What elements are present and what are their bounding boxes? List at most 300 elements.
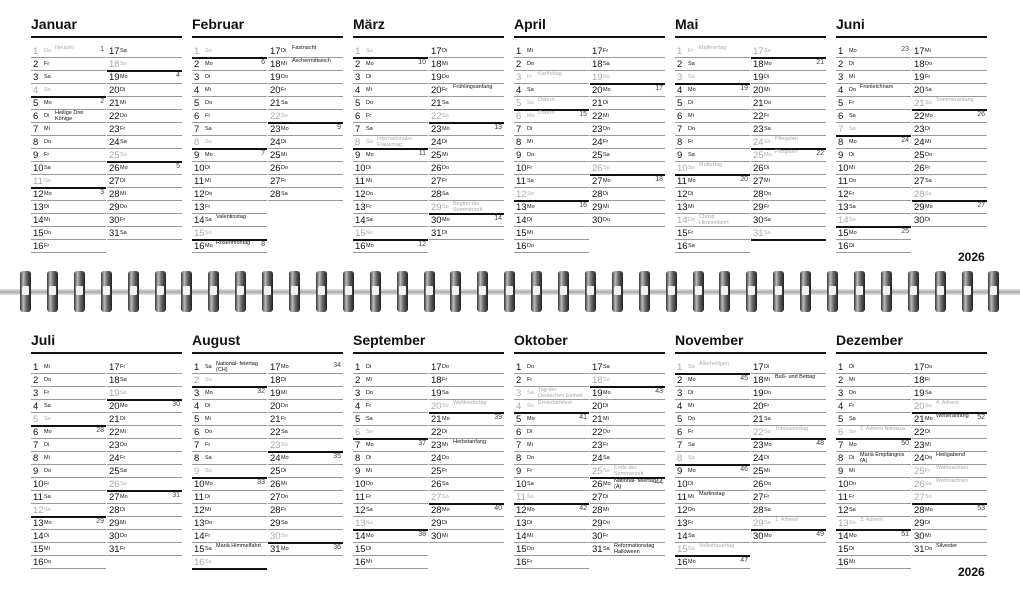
day-row[interactable]	[751, 149, 826, 162]
day-row[interactable]	[675, 149, 750, 162]
day-row[interactable]	[107, 530, 182, 543]
day-row[interactable]	[31, 227, 106, 240]
day-row[interactable]	[268, 530, 343, 543]
day-row[interactable]	[429, 58, 504, 71]
day-row[interactable]	[514, 97, 589, 110]
day-row[interactable]	[353, 465, 428, 478]
day-row[interactable]	[192, 426, 267, 439]
day-row[interactable]	[429, 136, 504, 149]
day-row[interactable]	[268, 136, 343, 149]
day-row[interactable]	[429, 530, 504, 543]
day-row[interactable]	[590, 543, 665, 556]
day-row[interactable]	[107, 71, 182, 84]
day-row[interactable]	[590, 45, 665, 58]
day-row[interactable]	[353, 478, 428, 491]
day-row[interactable]	[514, 478, 589, 491]
day-row[interactable]	[514, 543, 589, 556]
day-row[interactable]	[192, 188, 267, 201]
day-row[interactable]	[429, 374, 504, 387]
day-row[interactable]	[912, 149, 987, 162]
day-row[interactable]	[675, 465, 750, 478]
day-row[interactable]	[590, 465, 665, 478]
day-row[interactable]	[353, 123, 428, 136]
day-row[interactable]	[31, 240, 106, 253]
day-row[interactable]	[514, 426, 589, 439]
day-row[interactable]	[192, 227, 267, 240]
day-row[interactable]	[836, 361, 911, 374]
day-row[interactable]	[590, 58, 665, 71]
day-row[interactable]	[751, 374, 826, 387]
day-row[interactable]	[353, 556, 428, 569]
day-row[interactable]	[514, 387, 589, 400]
day-row[interactable]	[912, 188, 987, 201]
day-row[interactable]	[353, 504, 428, 517]
day-row[interactable]	[675, 556, 750, 569]
day-row[interactable]	[268, 491, 343, 504]
day-row[interactable]	[353, 426, 428, 439]
day-row[interactable]	[751, 175, 826, 188]
day-row[interactable]	[836, 426, 911, 439]
day-row[interactable]	[590, 361, 665, 374]
day-row[interactable]	[675, 214, 750, 227]
day-row[interactable]	[751, 413, 826, 426]
day-row[interactable]	[514, 413, 589, 426]
day-row[interactable]	[268, 188, 343, 201]
day-row[interactable]	[514, 240, 589, 253]
day-row[interactable]	[590, 162, 665, 175]
day-row[interactable]	[912, 465, 987, 478]
day-row[interactable]	[268, 58, 343, 71]
day-row[interactable]	[268, 413, 343, 426]
day-row[interactable]	[107, 149, 182, 162]
day-row[interactable]	[31, 413, 106, 426]
day-row[interactable]	[912, 84, 987, 97]
day-row[interactable]	[429, 400, 504, 413]
day-row[interactable]	[675, 71, 750, 84]
day-row[interactable]	[675, 162, 750, 175]
day-row[interactable]	[353, 413, 428, 426]
day-row[interactable]	[675, 227, 750, 240]
day-row[interactable]	[675, 188, 750, 201]
day-row[interactable]	[912, 58, 987, 71]
day-row[interactable]	[675, 97, 750, 110]
day-row[interactable]	[268, 504, 343, 517]
day-row[interactable]	[31, 123, 106, 136]
day-row[interactable]	[192, 175, 267, 188]
day-row[interactable]	[675, 452, 750, 465]
day-row[interactable]	[107, 400, 182, 413]
day-row[interactable]	[107, 439, 182, 452]
day-row[interactable]	[353, 214, 428, 227]
day-row[interactable]	[675, 400, 750, 413]
day-row[interactable]	[514, 149, 589, 162]
day-row[interactable]	[514, 162, 589, 175]
day-row[interactable]	[353, 374, 428, 387]
day-row[interactable]	[912, 136, 987, 149]
day-row[interactable]	[675, 426, 750, 439]
day-row[interactable]	[836, 543, 911, 556]
day-row[interactable]	[353, 71, 428, 84]
day-row[interactable]	[192, 45, 267, 58]
day-row[interactable]	[912, 162, 987, 175]
day-row[interactable]	[192, 400, 267, 413]
day-row[interactable]	[514, 214, 589, 227]
day-row[interactable]	[31, 58, 106, 71]
day-row[interactable]	[429, 426, 504, 439]
day-row[interactable]	[192, 439, 267, 452]
day-row[interactable]	[590, 71, 665, 84]
day-row[interactable]	[31, 426, 106, 439]
day-row[interactable]	[429, 110, 504, 123]
day-row[interactable]	[836, 162, 911, 175]
day-row[interactable]	[751, 84, 826, 97]
day-row[interactable]	[590, 439, 665, 452]
day-row[interactable]	[675, 136, 750, 149]
day-row[interactable]	[192, 452, 267, 465]
day-row[interactable]	[353, 400, 428, 413]
day-row[interactable]	[192, 387, 267, 400]
day-row[interactable]	[514, 71, 589, 84]
day-row[interactable]	[268, 465, 343, 478]
day-row[interactable]	[429, 227, 504, 240]
day-row[interactable]	[192, 71, 267, 84]
day-row[interactable]	[590, 530, 665, 543]
day-row[interactable]	[514, 491, 589, 504]
day-row[interactable]	[268, 478, 343, 491]
day-row[interactable]	[31, 188, 106, 201]
day-row[interactable]	[31, 149, 106, 162]
day-row[interactable]	[836, 188, 911, 201]
day-row[interactable]	[353, 201, 428, 214]
day-row[interactable]	[836, 175, 911, 188]
day-row[interactable]	[912, 175, 987, 188]
day-row[interactable]	[751, 504, 826, 517]
day-row[interactable]	[268, 426, 343, 439]
day-row[interactable]	[590, 426, 665, 439]
day-row[interactable]	[192, 162, 267, 175]
day-row[interactable]	[107, 110, 182, 123]
day-row[interactable]	[192, 149, 267, 162]
day-row[interactable]	[751, 136, 826, 149]
day-row[interactable]	[514, 110, 589, 123]
day-row[interactable]	[268, 84, 343, 97]
day-row[interactable]	[836, 374, 911, 387]
day-row[interactable]	[675, 110, 750, 123]
day-row[interactable]	[107, 426, 182, 439]
day-row[interactable]	[429, 491, 504, 504]
day-row[interactable]	[268, 71, 343, 84]
day-row[interactable]	[31, 504, 106, 517]
day-row[interactable]	[751, 387, 826, 400]
day-row[interactable]	[590, 201, 665, 214]
day-row[interactable]	[751, 439, 826, 452]
day-row[interactable]	[751, 361, 826, 374]
day-row[interactable]	[675, 517, 750, 530]
day-row[interactable]	[751, 530, 826, 543]
day-row[interactable]	[353, 543, 428, 556]
day-row[interactable]	[912, 543, 987, 556]
day-row[interactable]	[353, 188, 428, 201]
day-row[interactable]	[268, 517, 343, 530]
day-row[interactable]	[192, 374, 267, 387]
day-row[interactable]	[675, 45, 750, 58]
day-row[interactable]	[429, 201, 504, 214]
day-row[interactable]	[590, 123, 665, 136]
day-row[interactable]	[107, 413, 182, 426]
day-row[interactable]	[836, 556, 911, 569]
day-row[interactable]	[590, 387, 665, 400]
day-row[interactable]	[353, 175, 428, 188]
day-row[interactable]	[675, 491, 750, 504]
day-row[interactable]	[590, 188, 665, 201]
day-row[interactable]	[912, 452, 987, 465]
day-row[interactable]	[912, 374, 987, 387]
day-row[interactable]	[912, 426, 987, 439]
day-row[interactable]	[590, 517, 665, 530]
day-row[interactable]	[31, 71, 106, 84]
day-row[interactable]	[429, 478, 504, 491]
day-row[interactable]	[107, 517, 182, 530]
day-row[interactable]	[353, 361, 428, 374]
day-row[interactable]	[675, 175, 750, 188]
day-row[interactable]	[353, 149, 428, 162]
day-row[interactable]	[268, 149, 343, 162]
day-row[interactable]	[675, 478, 750, 491]
day-row[interactable]	[192, 478, 267, 491]
day-row[interactable]	[107, 188, 182, 201]
day-row[interactable]	[836, 478, 911, 491]
day-row[interactable]	[353, 517, 428, 530]
day-row[interactable]	[268, 110, 343, 123]
day-row[interactable]	[590, 413, 665, 426]
day-row[interactable]	[107, 504, 182, 517]
day-row[interactable]	[912, 361, 987, 374]
day-row[interactable]	[514, 58, 589, 71]
day-row[interactable]	[836, 465, 911, 478]
day-row[interactable]	[107, 491, 182, 504]
day-row[interactable]	[31, 400, 106, 413]
day-row[interactable]	[590, 175, 665, 188]
day-row[interactable]	[268, 400, 343, 413]
day-row[interactable]	[836, 504, 911, 517]
day-row[interactable]	[836, 149, 911, 162]
day-row[interactable]	[31, 97, 106, 110]
day-row[interactable]	[429, 452, 504, 465]
day-row[interactable]	[268, 452, 343, 465]
day-row[interactable]	[353, 97, 428, 110]
day-row[interactable]	[836, 517, 911, 530]
day-row[interactable]	[107, 162, 182, 175]
day-row[interactable]	[192, 361, 267, 374]
day-row[interactable]	[514, 504, 589, 517]
day-row[interactable]	[912, 530, 987, 543]
day-row[interactable]	[353, 452, 428, 465]
day-row[interactable]	[751, 45, 826, 58]
day-row[interactable]	[751, 465, 826, 478]
day-row[interactable]	[353, 136, 428, 149]
day-row[interactable]	[31, 374, 106, 387]
day-row[interactable]	[107, 97, 182, 110]
day-row[interactable]	[514, 465, 589, 478]
day-row[interactable]	[836, 227, 911, 240]
day-row[interactable]	[268, 175, 343, 188]
day-row[interactable]	[31, 175, 106, 188]
day-row[interactable]	[31, 452, 106, 465]
day-row[interactable]	[107, 136, 182, 149]
day-row[interactable]	[912, 387, 987, 400]
day-row[interactable]	[514, 374, 589, 387]
day-row[interactable]	[192, 491, 267, 504]
day-row[interactable]	[429, 517, 504, 530]
day-row[interactable]	[192, 201, 267, 214]
day-row[interactable]	[429, 97, 504, 110]
day-row[interactable]	[590, 478, 665, 491]
day-row[interactable]	[268, 45, 343, 58]
day-row[interactable]	[107, 361, 182, 374]
day-row[interactable]	[107, 45, 182, 58]
day-row[interactable]	[192, 413, 267, 426]
day-row[interactable]	[836, 400, 911, 413]
day-row[interactable]	[514, 556, 589, 569]
day-row[interactable]	[590, 84, 665, 97]
day-row[interactable]	[912, 201, 987, 214]
day-row[interactable]	[353, 387, 428, 400]
day-row[interactable]	[31, 491, 106, 504]
day-row[interactable]	[429, 149, 504, 162]
day-row[interactable]	[836, 491, 911, 504]
day-row[interactable]	[836, 123, 911, 136]
day-row[interactable]	[429, 465, 504, 478]
day-row[interactable]	[751, 162, 826, 175]
day-row[interactable]	[836, 413, 911, 426]
day-row[interactable]	[751, 97, 826, 110]
day-row[interactable]	[107, 465, 182, 478]
day-row[interactable]	[590, 110, 665, 123]
day-row[interactable]	[836, 84, 911, 97]
day-row[interactable]	[192, 504, 267, 517]
day-row[interactable]	[912, 478, 987, 491]
day-row[interactable]	[675, 123, 750, 136]
day-row[interactable]	[590, 400, 665, 413]
day-row[interactable]	[107, 452, 182, 465]
day-row[interactable]	[912, 504, 987, 517]
day-row[interactable]	[31, 530, 106, 543]
day-row[interactable]	[192, 517, 267, 530]
day-row[interactable]	[912, 110, 987, 123]
day-row[interactable]	[31, 543, 106, 556]
day-row[interactable]	[590, 491, 665, 504]
day-row[interactable]	[107, 478, 182, 491]
day-row[interactable]	[107, 123, 182, 136]
day-row[interactable]	[751, 123, 826, 136]
day-row[interactable]	[192, 214, 267, 227]
day-row[interactable]	[429, 162, 504, 175]
day-row[interactable]	[590, 504, 665, 517]
day-row[interactable]	[31, 214, 106, 227]
day-row[interactable]	[268, 97, 343, 110]
day-row[interactable]	[31, 201, 106, 214]
day-row[interactable]	[675, 413, 750, 426]
day-row[interactable]	[912, 491, 987, 504]
day-row[interactable]	[912, 71, 987, 84]
day-row[interactable]	[836, 530, 911, 543]
day-row[interactable]	[353, 110, 428, 123]
day-row[interactable]	[192, 530, 267, 543]
day-row[interactable]	[192, 465, 267, 478]
day-row[interactable]	[268, 361, 343, 374]
day-row[interactable]	[912, 413, 987, 426]
day-row[interactable]	[429, 84, 504, 97]
day-row[interactable]	[353, 530, 428, 543]
day-row[interactable]	[751, 58, 826, 71]
day-row[interactable]	[836, 71, 911, 84]
day-row[interactable]	[836, 136, 911, 149]
day-row[interactable]	[353, 240, 428, 253]
day-row[interactable]	[751, 400, 826, 413]
day-row[interactable]	[590, 149, 665, 162]
day-row[interactable]	[675, 240, 750, 253]
day-row[interactable]	[429, 45, 504, 58]
day-row[interactable]	[268, 439, 343, 452]
day-row[interactable]	[31, 110, 106, 123]
day-row[interactable]	[429, 188, 504, 201]
day-row[interactable]	[31, 465, 106, 478]
day-row[interactable]	[268, 374, 343, 387]
day-row[interactable]	[836, 439, 911, 452]
day-row[interactable]	[192, 110, 267, 123]
day-row[interactable]	[836, 240, 911, 253]
day-row[interactable]	[107, 84, 182, 97]
day-row[interactable]	[192, 136, 267, 149]
day-row[interactable]	[912, 517, 987, 530]
day-row[interactable]	[514, 123, 589, 136]
day-row[interactable]	[751, 517, 826, 530]
day-row[interactable]	[836, 452, 911, 465]
day-row[interactable]	[31, 439, 106, 452]
day-row[interactable]	[590, 214, 665, 227]
day-row[interactable]	[429, 123, 504, 136]
day-row[interactable]	[751, 110, 826, 123]
day-row[interactable]	[675, 374, 750, 387]
day-row[interactable]	[268, 123, 343, 136]
day-row[interactable]	[514, 530, 589, 543]
day-row[interactable]	[912, 45, 987, 58]
day-row[interactable]	[514, 439, 589, 452]
day-row[interactable]	[353, 45, 428, 58]
day-row[interactable]	[836, 201, 911, 214]
day-row[interactable]	[268, 162, 343, 175]
day-row[interactable]	[751, 214, 826, 227]
day-row[interactable]	[675, 543, 750, 556]
day-row[interactable]	[31, 136, 106, 149]
day-row[interactable]	[192, 84, 267, 97]
day-row[interactable]	[107, 214, 182, 227]
day-row[interactable]	[107, 58, 182, 71]
day-row[interactable]	[514, 188, 589, 201]
day-row[interactable]	[836, 387, 911, 400]
day-row[interactable]	[429, 413, 504, 426]
day-row[interactable]	[675, 387, 750, 400]
day-row[interactable]	[836, 214, 911, 227]
day-row[interactable]	[429, 504, 504, 517]
day-row[interactable]	[353, 439, 428, 452]
day-row[interactable]	[912, 123, 987, 136]
day-row[interactable]	[107, 201, 182, 214]
day-row[interactable]	[353, 162, 428, 175]
day-row[interactable]	[107, 543, 182, 556]
day-row[interactable]	[31, 517, 106, 530]
day-row[interactable]	[836, 110, 911, 123]
